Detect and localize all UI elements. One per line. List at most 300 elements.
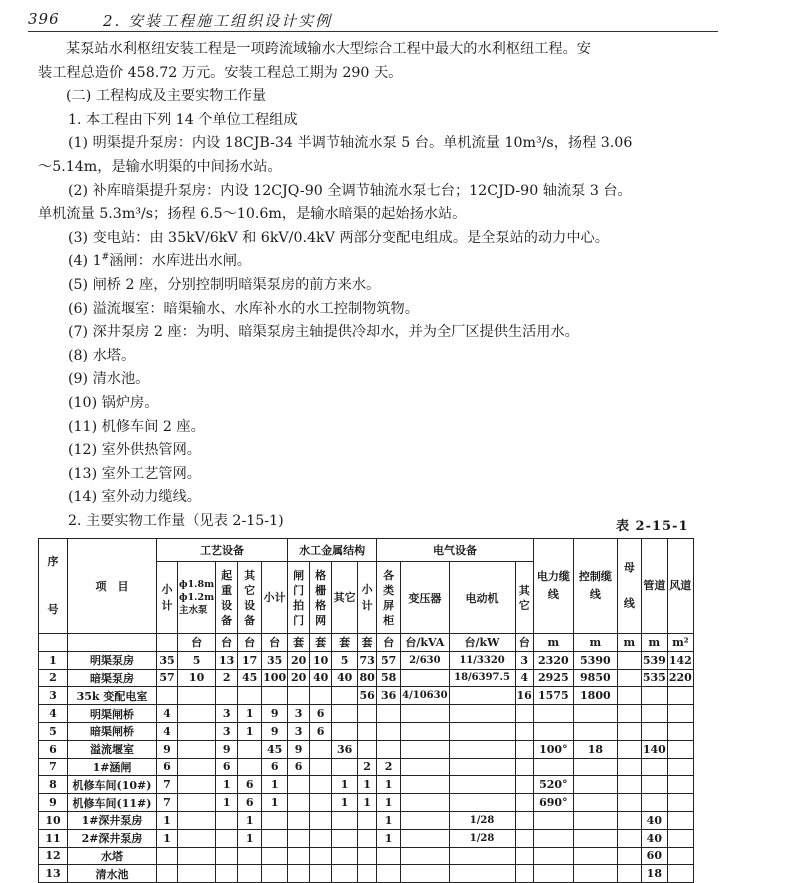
table-cell: [667, 722, 693, 740]
row-item-name: 2#深井泵房: [68, 829, 157, 847]
table-cell: [515, 758, 533, 776]
table-cell: 60: [641, 847, 667, 865]
subsection-heading: 2. 主要实物工作量（见表 2-15-1): [68, 512, 284, 529]
table-cell: [178, 847, 216, 865]
row-number: 6: [39, 740, 68, 758]
col-lifting-equipment: 起重设备: [216, 562, 238, 634]
table-cell: 6: [157, 758, 178, 776]
table-cell: [310, 776, 332, 794]
table-cell: [573, 705, 617, 723]
table-cell: [449, 687, 515, 705]
table-cell: [358, 740, 377, 758]
col-subtotal-hydraulic: 小计: [262, 562, 288, 634]
table-cell: 36: [332, 740, 358, 758]
table-cell: 520°: [533, 776, 573, 794]
table-cell: [288, 794, 310, 812]
table-cell: 4: [157, 722, 178, 740]
table-cell: [216, 687, 238, 705]
table-cell: 35: [262, 651, 288, 669]
table-cell: 17: [238, 651, 262, 669]
table-cell: [178, 722, 216, 740]
table-cell: 16: [515, 687, 533, 705]
table-cell: [288, 847, 310, 865]
table-cell: 1: [377, 794, 401, 812]
table-cell: [667, 811, 693, 829]
table-cell: [667, 758, 693, 776]
row-item-name: 35k 变配电室: [68, 687, 157, 705]
table-cell: [332, 865, 358, 883]
table-cell: 58: [377, 669, 401, 687]
table-row: [39, 865, 694, 883]
table-cell: [157, 865, 178, 883]
col-other-equipment: 其它设备: [238, 562, 262, 634]
table-cell: [238, 865, 262, 883]
intro-paragraph-line: 某泵站水利枢纽安装工程是一项跨流域输水大型综合工程中最大的水利枢纽工程。安: [66, 41, 591, 57]
table-cell: [667, 776, 693, 794]
table-cell: [238, 847, 262, 865]
table-cell: 40: [310, 669, 332, 687]
table-cell: [667, 740, 693, 758]
row-item-name: 暗渠闸桥: [68, 722, 157, 740]
unit-cell: 套: [310, 634, 332, 652]
intro-paragraph-line: 装工程总造价 458.72 万元。安装工程总工期为 290 天。: [38, 64, 403, 81]
table-cell: 2: [216, 669, 238, 687]
table-cell: 535: [641, 669, 667, 687]
table-cell: 1: [238, 811, 262, 829]
row-item-name: 机修车间(11#): [68, 794, 157, 812]
table-cell: [617, 811, 641, 829]
table-cell: [573, 865, 617, 883]
unit-cell: 台: [238, 634, 262, 652]
table-cell: [617, 687, 641, 705]
table-cell: 220: [667, 669, 693, 687]
table-cell: [238, 758, 262, 776]
table-cell: 1800: [573, 687, 617, 705]
table-cell: [401, 776, 449, 794]
table-cell: [178, 829, 216, 847]
unit-cell-empty: [39, 634, 68, 652]
table-cell: [358, 847, 377, 865]
col-subtotal-process: 小计: [157, 562, 178, 634]
table-cell: [667, 847, 693, 865]
table-cell: [157, 847, 178, 865]
table-cell: 9: [216, 740, 238, 758]
table-cell: [216, 865, 238, 883]
table-cell: [667, 865, 693, 883]
group-header-process: 工艺设备: [157, 539, 288, 562]
subsection-heading: 1. 本工程由下列 14 个单位工程组成: [68, 111, 298, 128]
unit-cell: m²: [667, 634, 693, 652]
table-cell: 18/6397.5: [449, 669, 515, 687]
table-cell: [515, 865, 533, 883]
units-row: [39, 634, 694, 652]
table-cell: 9: [262, 722, 288, 740]
table-cell: [377, 722, 401, 740]
unit-cell: 台: [216, 634, 238, 652]
table-cell: [238, 687, 262, 705]
table-cell: [358, 811, 377, 829]
list-item: (11) 机修车间 2 座。: [68, 418, 205, 435]
table-cell: 1: [358, 794, 377, 812]
table-cell: [310, 794, 332, 812]
table-cell: 6: [310, 722, 332, 740]
row-number: 4: [39, 705, 68, 723]
table-cell: 1: [377, 829, 401, 847]
unit-cell: 套: [358, 634, 377, 652]
list-item: (6) 溢流堰室：暗渠输水、水库补水的水工控制物筑物。: [68, 300, 419, 317]
table-cell: 690°: [533, 794, 573, 812]
table-cell: 5: [178, 651, 216, 669]
table-cell: [449, 865, 515, 883]
table-cell: 45: [238, 669, 262, 687]
table-cell: [310, 811, 332, 829]
table-cell: [358, 865, 377, 883]
table-cell: 36: [377, 687, 401, 705]
table-cell: [515, 811, 533, 829]
table-cell: [573, 847, 617, 865]
table-cell: 5: [332, 651, 358, 669]
power-cable-header: 电力缆线: [533, 539, 573, 634]
table-cell: 4: [157, 705, 178, 723]
table-cell: 6: [310, 705, 332, 723]
table-cell: 3: [216, 705, 238, 723]
row-item-name: 明渠闸桥: [68, 705, 157, 723]
table-cell: 18: [573, 740, 617, 758]
table-cell: 9: [262, 705, 288, 723]
row-item-name: 暗渠泵房: [68, 669, 157, 687]
list-item-text: 涵闸：水库进出水闸。: [109, 253, 252, 270]
table-row: [39, 669, 694, 687]
table-cell: [310, 847, 332, 865]
row-item-name: 溢流堰室: [68, 740, 157, 758]
table-cell: 7: [157, 776, 178, 794]
row-item-name: 1#涵闸: [68, 758, 157, 776]
table-cell: 1: [238, 829, 262, 847]
table-cell: [401, 829, 449, 847]
list-item: (14) 室外动力缆线。: [68, 489, 201, 506]
table-cell: [449, 794, 515, 812]
list-item: [38, 250, 698, 274]
col-other-electrical: 其它: [515, 562, 533, 634]
table-cell: [573, 811, 617, 829]
table-cell: 2: [377, 758, 401, 776]
table-cell: [288, 776, 310, 794]
table-row: [39, 758, 694, 776]
table-cell: 57: [377, 651, 401, 669]
table-cell: [377, 705, 401, 723]
table-cell: 45: [262, 740, 288, 758]
table-cell: 40: [641, 811, 667, 829]
table-row: [39, 829, 694, 847]
table-cell: [533, 865, 573, 883]
table-cell: [533, 829, 573, 847]
table-cell: [310, 740, 332, 758]
table-row: [39, 811, 694, 829]
table-cell: [533, 811, 573, 829]
table-cell: [573, 829, 617, 847]
table-cell: 6: [262, 758, 288, 776]
table-cell: 1: [238, 722, 262, 740]
table-cell: [377, 865, 401, 883]
unit-cell-empty: [157, 634, 178, 652]
table-cell: [178, 705, 216, 723]
table-cell: 1: [262, 776, 288, 794]
table-cell: [641, 722, 667, 740]
table-cell: [401, 794, 449, 812]
table-cell: [238, 740, 262, 758]
table-cell: [216, 829, 238, 847]
table-cell: [617, 758, 641, 776]
list-item-continuation: ～5.14m，是输水明渠的中间扬水站。: [38, 158, 282, 175]
table-cell: 6: [238, 794, 262, 812]
table-cell: 142: [667, 651, 693, 669]
table-cell: [449, 740, 515, 758]
table-cell: [667, 687, 693, 705]
table-cell: [573, 776, 617, 794]
item-header: 项 目: [68, 539, 157, 634]
table-cell: 6: [288, 758, 310, 776]
table-cell: 4: [515, 669, 533, 687]
list-item: (8) 水塔。: [68, 347, 136, 364]
table-cell: 18: [641, 865, 667, 883]
table-cell: [515, 740, 533, 758]
row-number: 12: [39, 847, 68, 865]
table-cell: 1: [238, 705, 262, 723]
col-grille: 格栅格网: [310, 562, 332, 634]
table-row: [39, 705, 694, 723]
table-cell: [533, 722, 573, 740]
list-item: (2) 补库暗渠提升泵房：内设 12CJQ-90 全调节轴流水泵七台；12CJD-90 轴流泵 3 台。: [68, 182, 632, 199]
table-cell: 100: [262, 669, 288, 687]
table-cell: 1: [262, 794, 288, 812]
table-cell: [617, 865, 641, 883]
table-cell: 1: [157, 829, 178, 847]
col-main-pump: ф1.8m ф1.2m 主水泵: [178, 562, 216, 634]
row-number: 3: [39, 687, 68, 705]
table-cell: [262, 865, 288, 883]
list-item: (1) 明渠提升泵房：内设 18CJB-34 半调节轴流水泵 5 台。单机流量 10m³/s，扬程 3.06: [68, 135, 633, 152]
table-cell: [515, 794, 533, 812]
table-cell: 1/28: [449, 811, 515, 829]
table-cell: [617, 740, 641, 758]
table-cell: 5390: [573, 651, 617, 669]
table-cell: 2320: [533, 651, 573, 669]
table-row: [39, 776, 694, 794]
table-cell: [358, 722, 377, 740]
table-cell: [617, 705, 641, 723]
row-number: 10: [39, 811, 68, 829]
table-cell: [449, 776, 515, 794]
list-item: (10) 锅炉房。: [68, 394, 159, 411]
table-cell: [310, 865, 332, 883]
body-text: [38, 38, 698, 533]
row-number: 13: [39, 865, 68, 883]
table-cell: [515, 776, 533, 794]
table-cell: 10: [310, 651, 332, 669]
table-cell: [178, 740, 216, 758]
table-cell: 2/630: [401, 651, 449, 669]
table-cell: [178, 811, 216, 829]
group-header-hydraulic: 水工金属结构: [288, 539, 377, 562]
table-cell: [449, 847, 515, 865]
table-cell: 40: [641, 829, 667, 847]
table-cell: [401, 740, 449, 758]
table-cell: [667, 794, 693, 812]
table-cell: 10: [178, 669, 216, 687]
list-item: (12) 室外供热管网。: [68, 442, 201, 459]
table-cell: [617, 794, 641, 812]
row-number: 5: [39, 722, 68, 740]
table-cell: [401, 811, 449, 829]
table-cell: 1: [332, 794, 358, 812]
table-cell: [401, 705, 449, 723]
table-cell: 1: [216, 794, 238, 812]
table-row: [39, 794, 694, 812]
row-number: 2: [39, 669, 68, 687]
table-cell: [288, 829, 310, 847]
table-cell: [641, 758, 667, 776]
table-cell: [617, 651, 641, 669]
table-cell: 1: [358, 776, 377, 794]
row-item-name: 清水池: [68, 865, 157, 883]
table-cell: [358, 829, 377, 847]
table-cell: 13: [216, 651, 238, 669]
table-cell: 140: [641, 740, 667, 758]
table-cell: 80: [358, 669, 377, 687]
row-item-name: 明渠泵房: [68, 651, 157, 669]
table-cell: [449, 758, 515, 776]
table-cell: [332, 811, 358, 829]
table-cell: [573, 722, 617, 740]
table-cell: [641, 705, 667, 723]
table-cell: [216, 847, 238, 865]
table-row: [39, 847, 694, 865]
unit-cell: m: [533, 634, 573, 652]
table-cell: [667, 829, 693, 847]
table-cell: [262, 829, 288, 847]
unit-cell: 台/kVA: [401, 634, 449, 652]
table-cell: [310, 829, 332, 847]
list-item: (3) 变电站：由 35kV/6kV 和 6kV/0.4kV 两部分变配电组成。是全泵站的动力中心。: [68, 229, 609, 246]
table-cell: 3: [288, 705, 310, 723]
list-item: (9) 清水池。: [68, 371, 150, 388]
table-cell: 3: [216, 722, 238, 740]
table-cell: [288, 687, 310, 705]
table-cell: 4/10630: [401, 687, 449, 705]
control-cable-header: 控制缆线: [573, 539, 617, 634]
table-caption: 表 2-15-1: [616, 519, 689, 534]
row-item-name: 机修车间(10#): [68, 776, 157, 794]
row-number: 8: [39, 776, 68, 794]
table-cell: [401, 847, 449, 865]
unit-cell: m: [573, 634, 617, 652]
table-cell: 1: [157, 811, 178, 829]
table-cell: 1: [377, 776, 401, 794]
table-cell: [449, 705, 515, 723]
table-cell: 20: [288, 651, 310, 669]
table-cell: [401, 865, 449, 883]
table-cell: 3: [515, 651, 533, 669]
table-cell: 9850: [573, 669, 617, 687]
table-cell: 1575: [533, 687, 573, 705]
table-cell: [332, 847, 358, 865]
list-item-continuation: 单机流量 5.3m³/s；扬程 6.5～10.6m，是输水暗渠的起始扬水站。: [38, 206, 467, 223]
duct-header: 风道: [667, 539, 693, 634]
row-number: 7: [39, 758, 68, 776]
table-cell: [641, 687, 667, 705]
unit-cell: 台: [377, 634, 401, 652]
row-number: 9: [39, 794, 68, 812]
row-item-name: 1#深井泵房: [68, 811, 157, 829]
table-cell: 1: [332, 776, 358, 794]
table-cell: 1/28: [449, 829, 515, 847]
unit-cell: 台: [515, 634, 533, 652]
table-cell: [573, 794, 617, 812]
table-cell: [617, 722, 641, 740]
table-cell: 35: [157, 651, 178, 669]
col-subtotal-electrical: 小计: [358, 562, 377, 634]
table-cell: [515, 705, 533, 723]
unit-cell-empty: [68, 634, 157, 652]
col-gate: 闸门拍门: [288, 562, 310, 634]
table-cell: 6: [216, 758, 238, 776]
list-item: (13) 室外工艺管网。: [68, 465, 201, 482]
table-cell: 11/3320: [449, 651, 515, 669]
table-cell: [617, 847, 641, 865]
table-cell: [617, 776, 641, 794]
section-heading: (二) 工程构成及主要实物工作量: [66, 88, 267, 105]
table-cell: [533, 758, 573, 776]
table-cell: [157, 687, 178, 705]
table-cell: 2925: [533, 669, 573, 687]
table-cell: 3: [288, 722, 310, 740]
table-cell: [573, 758, 617, 776]
unit-cell: 台: [262, 634, 288, 652]
table-cell: [288, 865, 310, 883]
table-cell: [617, 669, 641, 687]
table-cell: [533, 847, 573, 865]
table-cell: [667, 705, 693, 723]
page-header: [28, 8, 718, 34]
table-cell: 1: [377, 811, 401, 829]
table-cell: [401, 669, 449, 687]
table-cell: [332, 829, 358, 847]
table-cell: [449, 722, 515, 740]
table-cell: 57: [157, 669, 178, 687]
table-cell: [358, 705, 377, 723]
table-cell: [332, 705, 358, 723]
table-cell: 20: [288, 669, 310, 687]
table-cell: [178, 794, 216, 812]
col-motor: 电动机: [449, 562, 515, 634]
table-cell: [178, 687, 216, 705]
table-cell: [216, 811, 238, 829]
table-cell: 73: [358, 651, 377, 669]
unit-cell: 台/kW: [449, 634, 515, 652]
seq-header: 序 号: [39, 539, 68, 634]
table-cell: [262, 687, 288, 705]
busbar-header: 母线: [617, 539, 641, 634]
col-transformer: 变压器: [401, 562, 449, 634]
table-cell: 2: [358, 758, 377, 776]
list-item: (7) 深井泵房 2 座：为明、暗渠泵房主轴提供冷却水，并为全厂区提供生活用水。: [68, 324, 579, 341]
table-cell: [377, 740, 401, 758]
list-item-text: (4) 1: [68, 253, 102, 270]
table-cell: [332, 722, 358, 740]
table-cell: [617, 829, 641, 847]
row-number: 11: [39, 829, 68, 847]
table-cell: [515, 847, 533, 865]
